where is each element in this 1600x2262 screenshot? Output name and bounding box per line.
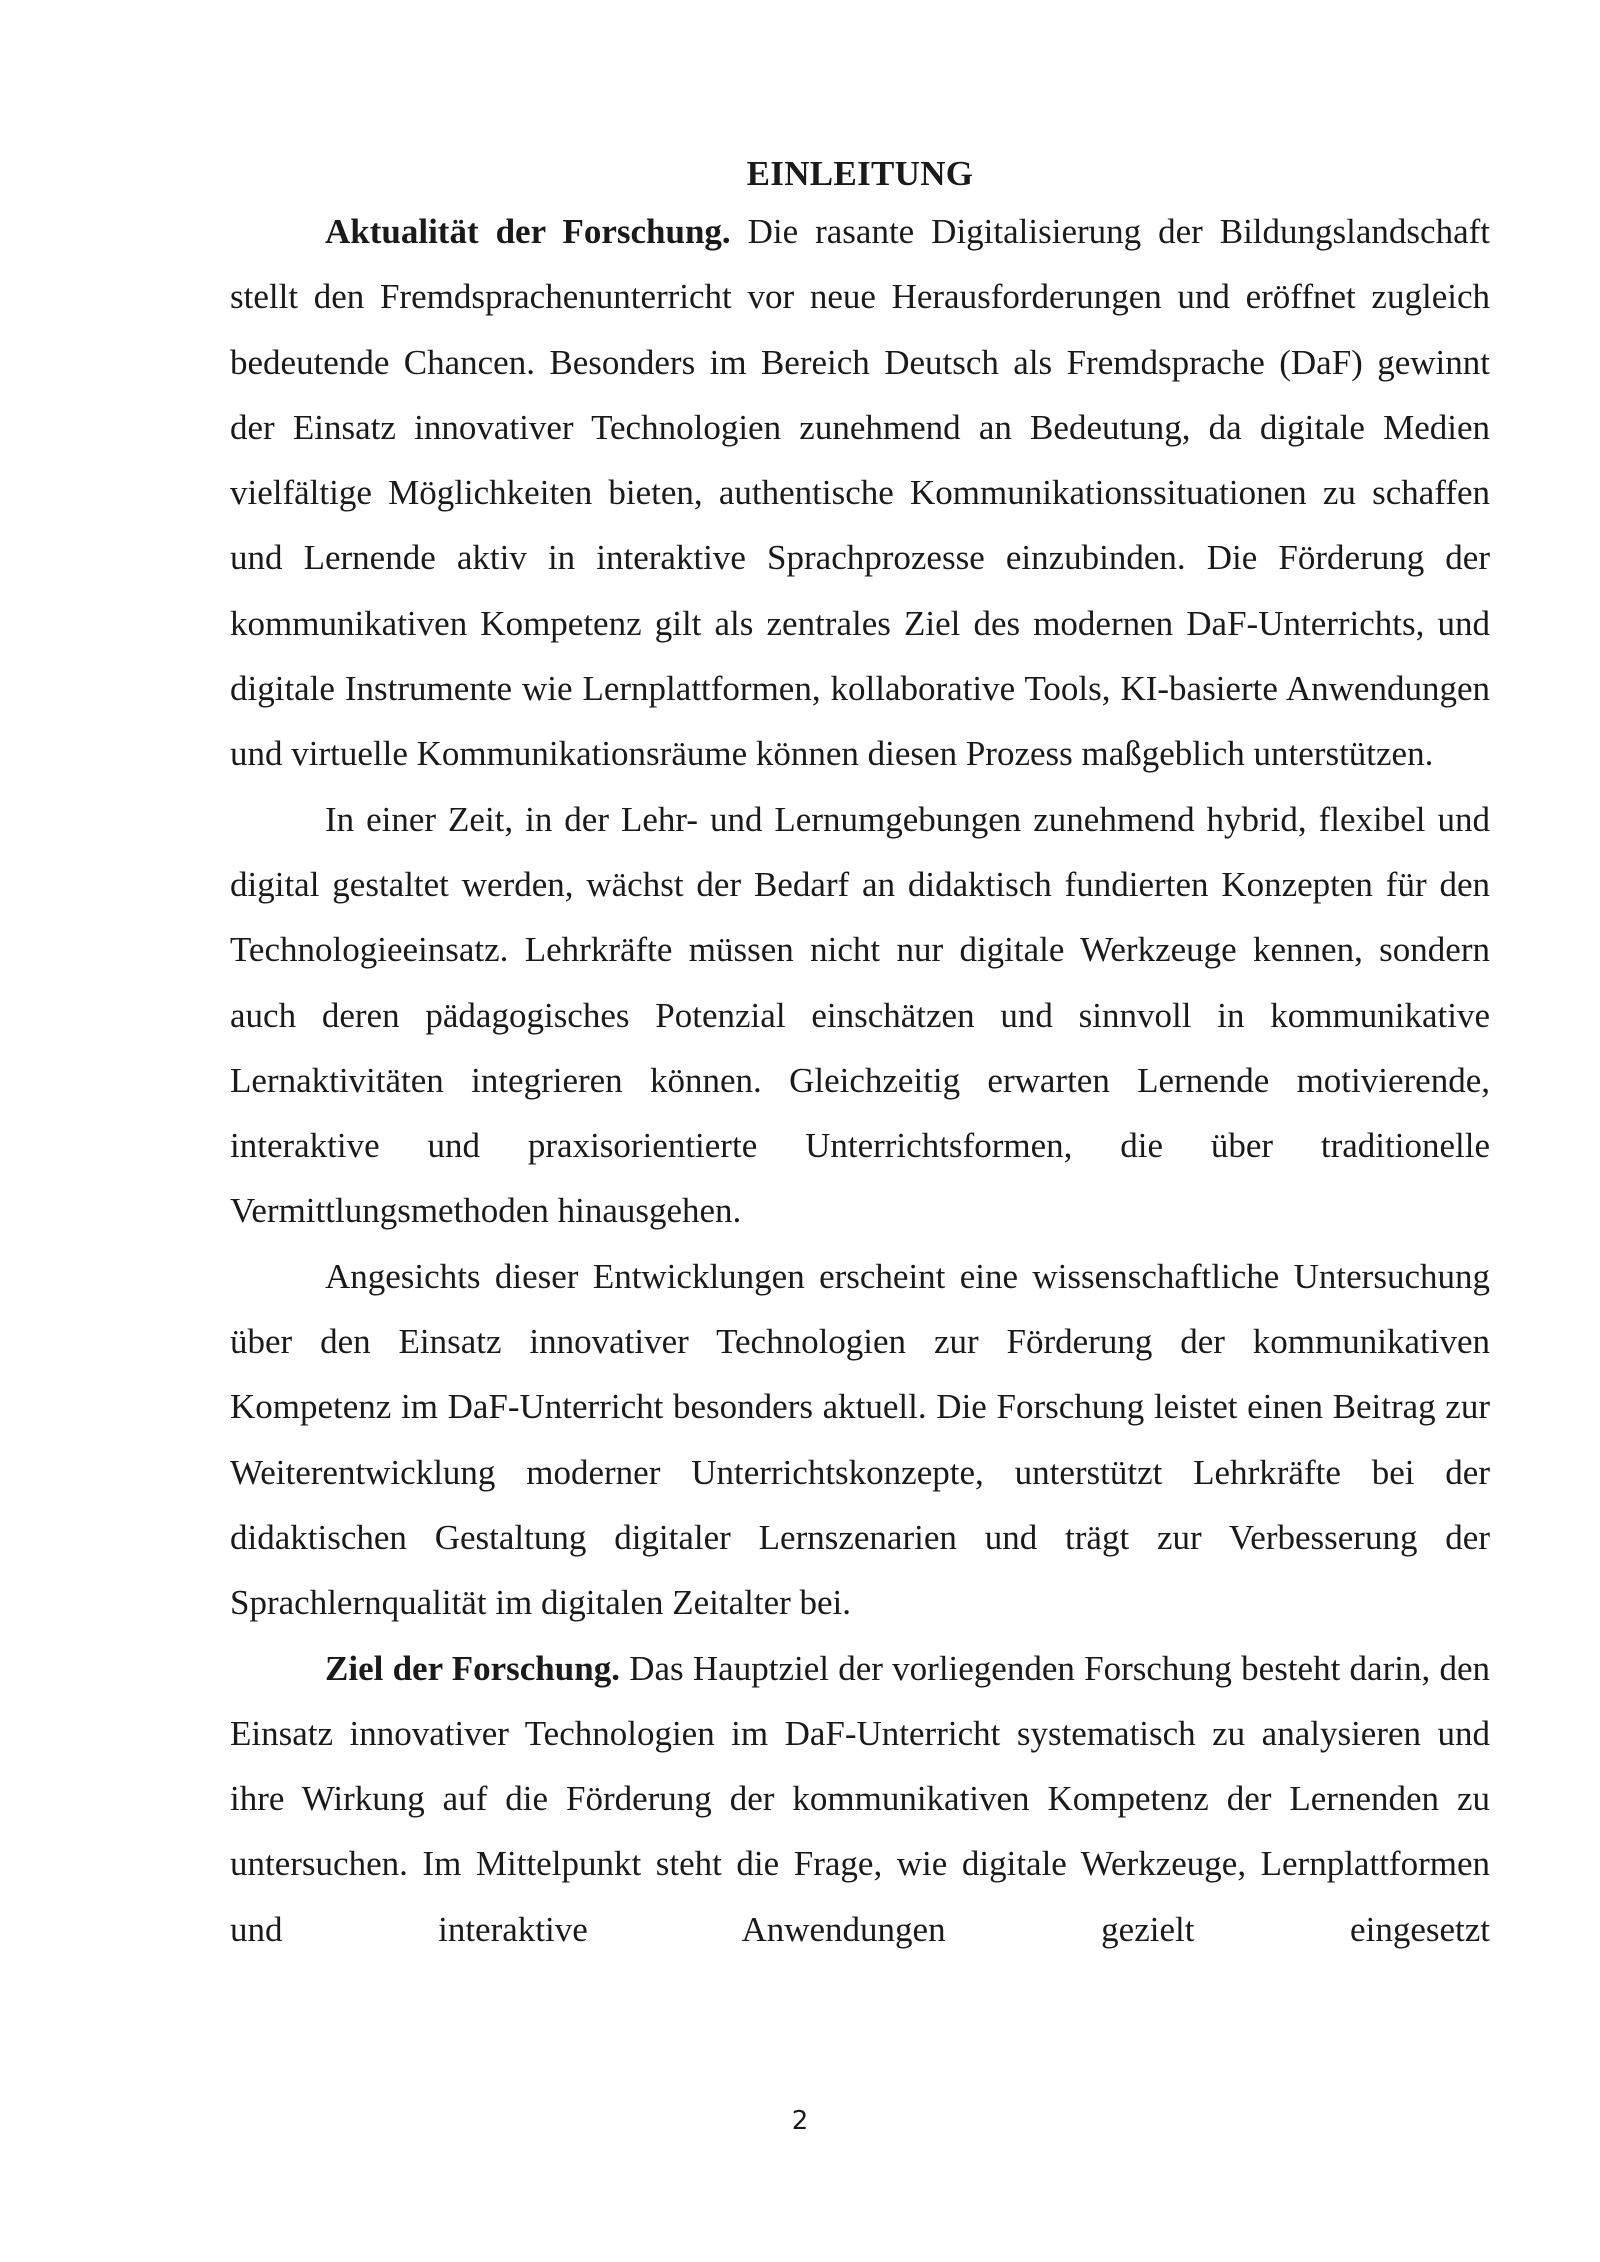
page-number: 2 bbox=[791, 2106, 809, 2136]
page-body bbox=[230, 148, 1490, 1962]
paragraph-ziel bbox=[230, 1636, 1490, 1962]
paragraph-lead-ziel: Ziel der Forschung. bbox=[325, 1648, 620, 1688]
paragraph-angesichts bbox=[230, 1244, 1490, 1636]
paragraph-text-angesichts: Angesichts dieser Entwicklungen erscheint eine wissenschaftliche Untersuchung über den Einsatz innovativer Technologien zur Förderung der kommunikativen Kompetenz im DaF-Unterricht besonders aktuell. Die Forschung leistet einen Beitrag zur Weiterentwicklung moderner Unterrichtskonzepte, unterstützt Lehrkräfte bei der didaktischen Gestaltung digitaler Lernszenarien und trägt zur Verbesserung der Sprachlernqualität im digitalen Zeitalter bei. bbox=[230, 1256, 1490, 1623]
paragraph-aktualitaet bbox=[230, 199, 1490, 787]
section-heading: EINLEITUNG bbox=[746, 154, 974, 193]
paragraph-text-zeit: In einer Zeit, in der Lehr- und Lernumgebungen zunehmend hybrid, flexibel und digital gestaltet werden, wächst der Bedarf an didaktisch fundierten Konzepten für den Technologieeinsatz. Lehrkräfte müssen nicht nur digitale Werkzeuge kennen, sondern auch deren pädagogisches Potenzial einschätzen und sinnvoll in kommunikative Lernaktivitäten integrieren können. Gleichzeitig erwarten Lernende motivierende, interaktive und praxisorientierte Unterrichtsformen, die über traditionelle Vermittlungsmethoden hinausgehen. bbox=[230, 799, 1490, 1231]
paragraph-text-aktualitaet: Die rasante Digitalisierung der Bildungslandschaft stellt den Fremdsprachenunterricht vor neue Herausforderungen und eröffnet zugleich bedeutende Chancen. Besonders im Bereich Deutsch als Fremdsprache (DaF) gewinnt der Einsatz innovativer Technologien zunehmend an Bedeutung, da digitale Medien vielfältige Möglichkeiten bieten, authentische Kommunikationssituationen zu schaffen und Lernende aktiv in interaktive Sprachprozesse einzubinden. Die Förderung der kommunikativen Kompetenz gilt als zentrales Ziel des modernen DaF-Unterrichts, und digitale Instrumente wie Lernplattformen, kollaborative Tools, KI-basierte Anwendungen und virtuelle Kommunikationsräume können diesen Prozess maßgeblich unterstützen. bbox=[230, 212, 1490, 774]
paragraph-lead-aktualitaet: Aktualität der Forschung. bbox=[325, 212, 731, 251]
paragraph-zeit bbox=[230, 787, 1490, 1244]
paragraph-text-ziel: Das Hauptziel der vorliegenden Forschung besteht darin, den Einsatz innovativer Technologien im DaF-Unterricht systematisch zu analysieren und ihre Wirkung auf die Förderung der kommunikativen Kompetenz der Lernenden zu untersuchen. Im Mittelpunkt steht die Frage, wie digitale Werkzeuge, Lernplattformen und interaktive Anwendungen gezielt eingesetzt bbox=[230, 1648, 1490, 1949]
